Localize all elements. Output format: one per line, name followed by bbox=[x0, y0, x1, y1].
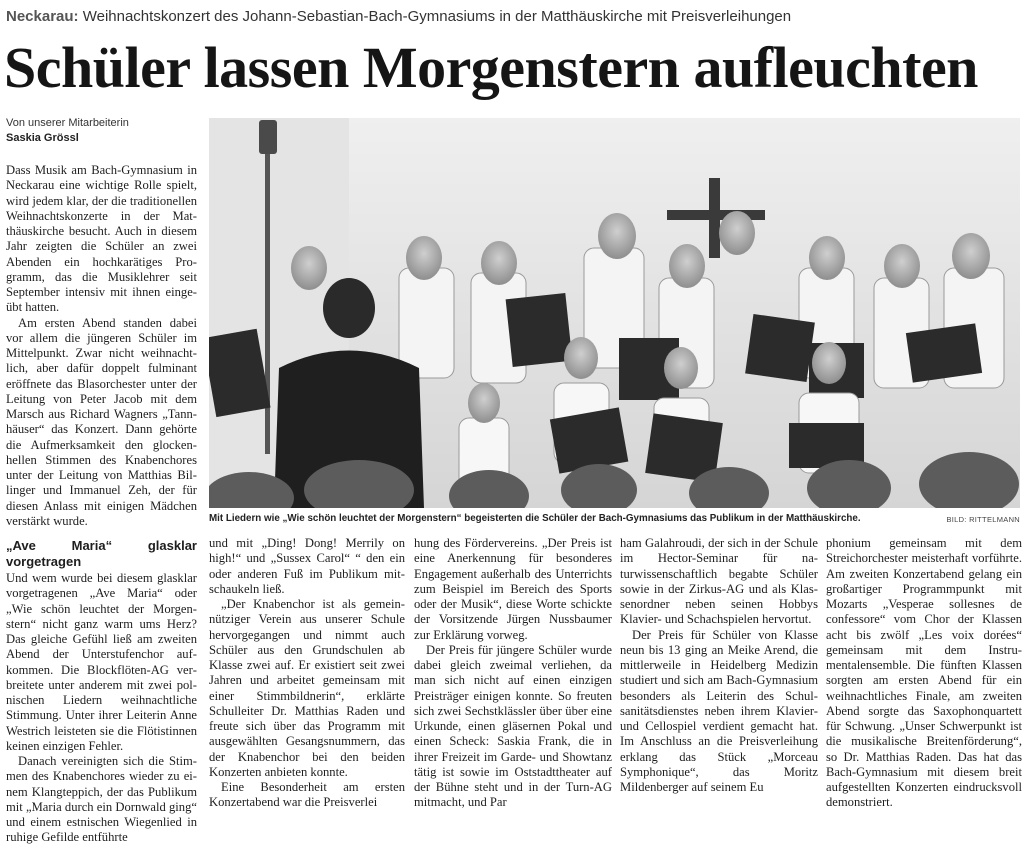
article-column-2 bbox=[209, 536, 405, 811]
paragraph: Dass Musik am Bach-Gymnasium in Neckarau eine wichtige Rolle spielt, wird jedem klar, der die traditionellen Weihnachtskonzerte in der Matthäuskirche besucht. Auch in diesem Jahr zeigten die Schüler an zwei Abenden ein hochkarätiges Programm, das die Musiklehrer seit September intensiv mit ihnen eingeübt hatten. bbox=[6, 163, 197, 315]
paragraph: und mit „Ding! Dong! Merrily on high!“ und „Sussex Carol“ “ den ein oder anderen Fuß im Publikum mitschaukeln ließ. bbox=[209, 536, 405, 596]
paragraph: Am ersten Abend standen dabei vor allem die jüngeren Schüler im Mittelpunkt. Zwar nicht weihnachtlich, aber dafür doppelt fulminant eröffnete das Blasorchester unter der Leitung von Peter Jacob mit dem Marsch aus Richard Wagners „Tannhäuser“ das Konzert. Dann gehörte die Aufmerksamkeit den glockenhellen Stimmen des Knabenchores unter der Leitung von Matthias Billinger und Immanuel Zeh, der für diesen Anlass mit einigen Mädchen verstärkt wurde. bbox=[6, 315, 197, 528]
paragraph: Der Preis für Schüler von Klasse neun bis 13 ging an Meike Arend, die mittlerweile in Heidelberg Medizin studiert und sich am Bach-Gymnasium besonders als Leiterin des Schulsanitätsdienstes neben ihrem Klavier- und Cellospiel verdient gemacht hat. Im Anschluss an die Preisverleihung erklang das Stück „Morceau Symphonique“, das Moritz Mildenberger auf seinem Eu bbox=[620, 627, 818, 794]
paragraph: ham Galahroudi, der sich in der Schule im Hector-Seminar für naturwissenschaftlich begabte Schüler sowie in der Zirkus-AG und als Klassenordner neben seinen Hobbys Klavier- und Schachspielen hervortut. bbox=[620, 536, 818, 627]
paragraph: phonium gemeinsam mit dem Streichorchester meisterhaft vorführte. Am zweiten Konzertabend gelang ein großartiger Programmpunkt mit Mozarts „Vesperae sollesnes de confessore“ vom Chor der Klassen acht bis zwölf „Les voix dorées“ gemeinsam mit dem Instrumentalensemble. Die fünften Klassen sorgten am ersten Abend für ein weihnachtliches Finale, am zweiten Abend sorgte das Saxophonquartett für Schwung. „Unser Schwerpunkt ist die musikalische Breitenförderung“, so Dr. Matthias Raden. Das hat das Bach-Gymnasium mit diesem breit aufgestellten Konzerten eindrucksvoll demonstriert. bbox=[826, 536, 1022, 810]
byline-label: Von unserer Mitarbeiterin bbox=[6, 117, 129, 129]
paragraph: hung des Fördervereins. „Der Preis ist eine Anerkennung für besonderes Engagement außerhalb des Unterrichts zum Beispiel im Bereich des Sports oder der Musik“, diese Worte schickte der Vorsitzende Jürgen Nussbaumer zur Erklärung vorweg. bbox=[414, 536, 612, 642]
article-column-5 bbox=[826, 536, 1022, 811]
kicker bbox=[6, 8, 1024, 25]
photo-credit: BILD: RITTELMANN bbox=[946, 515, 1020, 524]
paragraph: „Der Knabenchor ist als gemeinnütziger Verein aus unserer Schule hervorgegangen und nimmt auch Schüler aus den Grundschulen ab Klasse zwei auf. Er existiert seit zwei Jahren und arbeitet gemeinsam mit einer Stimmbildnerin“, erklärte Schulleiter Dr. Matthias Raden und freute sich über das Programm mit ausgewählten Gesangsnummern, das der Knabenchor bei den beiden Konzerten anbieten konnte. bbox=[209, 597, 405, 779]
subheading: „Ave Maria“ glasklar vorgetragen bbox=[6, 538, 197, 569]
choir-photo-image bbox=[209, 118, 1020, 508]
photo-caption: Mit Liedern wie „Wie schön leuchtet der Morgenstern“ begeisterten die Schüler der Bach-Gymnasiums das Publikum in der Matthäuskirche. bbox=[209, 513, 861, 524]
paragraph: Und wem wurde bei diesem glasklar vorgetragenen „Ave Maria“ oder „Wie schön leuchtet der Morgenstern“ nicht ganz warm ums Herz? Das gleiche Gefühl ließ am zweiten Abend der Unterstufenchor aufkommen. Die Blockflöten-AG verbreitete unter anderem mit zwei polnischen Liedern weihnachtliche Stimmung. Unter ihrer Leiterin Anne Westrich leisteten sie die Flötistinnen keinen einzigen Fehler. bbox=[6, 571, 197, 753]
kicker-subtitle: Weihnachtskonzert des Johann-Sebastian-Bach-Gymnasiums in der Matthäuskirche mit Preisverleihungen bbox=[82, 8, 792, 25]
article-column-4 bbox=[620, 536, 818, 795]
article-column-3 bbox=[414, 536, 612, 811]
choir-photo bbox=[209, 118, 1020, 508]
paragraph: Eine Besonderheit am ersten Konzertabend war die Preisverlei bbox=[209, 780, 405, 810]
paragraph: Der Preis für jüngere Schüler wurde dabei gleich zweimal verliehen, da man sich nicht auf einen einzigen Preisträger einigen konnte. So freuten sich zwei Sechstklässler über über eine Urkunde, einen gläsernen Pokal und einen Scheck: Saskia Frank, die in ihrer Freizeit im Garde- und Showtanz tätig ist sowie im Oststadttheater auf der Bühne steht und in der Turn-AG mitmacht, und Par bbox=[414, 642, 612, 810]
article-column-1 bbox=[6, 163, 197, 846]
headline: Schüler lassen Morgenstern aufleuchten bbox=[4, 35, 978, 100]
paragraph: Danach vereinigten sich die Stimmen des Knabenchores wieder zu einem Klangteppich, der das Publikum mit „Maria durch ein Dornwald ging“ und einem estnischen Wiegenlied in ruhige Gefilde entführte bbox=[6, 754, 197, 845]
kicker-location: Neckarau: bbox=[6, 8, 79, 25]
byline-author: Saskia Grössl bbox=[6, 132, 79, 144]
